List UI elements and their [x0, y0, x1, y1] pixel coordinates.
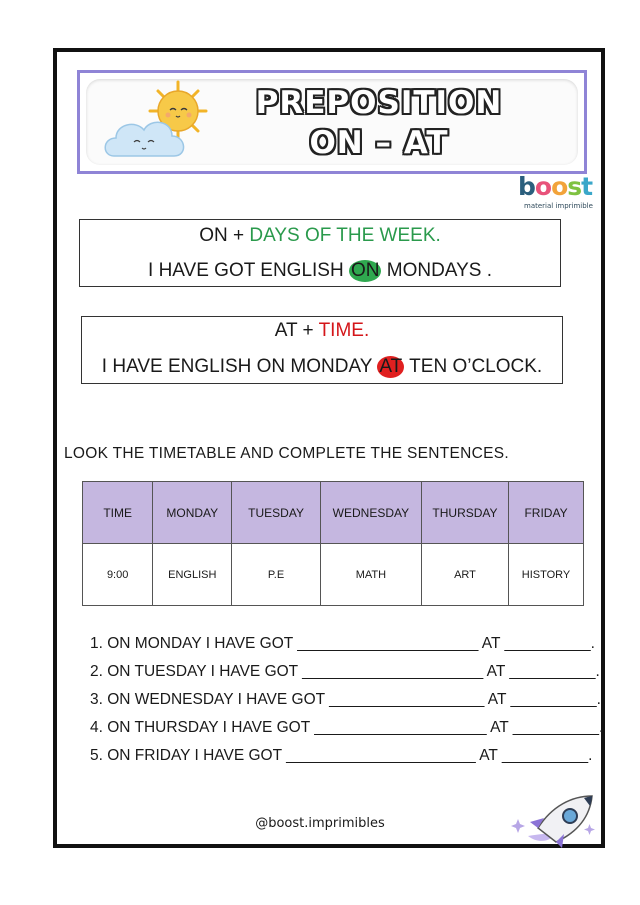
rule-box-at [81, 316, 563, 384]
timetable-header-cell: TIME [83, 482, 153, 544]
brand-logo [518, 172, 593, 212]
rule-on-highlight: ON [350, 260, 380, 281]
rule-on-heading [80, 225, 560, 247]
rule-at-heading [82, 320, 562, 342]
timetable-cell: MATH [320, 544, 421, 606]
footer-handle: @boost.imprimibles [255, 816, 385, 831]
sentence-item: 1. ON MONDAY I HAVE GOT _____________________ AT __________. [90, 635, 595, 652]
rule-at-highlight: AT [379, 356, 403, 377]
rule-on-example-before: I HAVE GOT ENGLISH [148, 260, 349, 281]
page-title-line-2: ON – AT [309, 125, 449, 161]
rule-at-example [82, 356, 562, 378]
brand-wordmark: boost [518, 172, 593, 201]
timetable-header-cell: TUESDAY [232, 482, 321, 544]
rocket-icon [508, 788, 600, 848]
sentence-item: 3. ON WEDNESDAY I HAVE GOT __________________ AT __________. [90, 691, 601, 708]
rule-on-example-after: MONDAYS . [381, 260, 492, 281]
rule-on-keyword: ON + [199, 225, 245, 246]
timetable-header-cell: MONDAY [153, 482, 232, 544]
sentence-list [90, 632, 604, 772]
timetable-header-cell: THURSDAY [421, 482, 508, 544]
rule-at-example-after: TEN O’CLOCK. [404, 356, 543, 377]
timetable-cell: HISTORY [509, 544, 584, 606]
sentence-item: 2. ON TUESDAY I HAVE GOT _____________________ AT __________. [90, 663, 600, 680]
rule-on-example [80, 260, 560, 282]
rule-on-category: DAYS OF THE WEEK. [249, 225, 441, 246]
weather-illustration [100, 78, 225, 168]
sentence-item: 4. ON THURSDAY I HAVE GOT ____________________ AT __________. [90, 719, 604, 736]
exercise-instruction: LOOK THE TIMETABLE AND COMPLETE THE SENTENCES. [64, 445, 510, 462]
timetable-header-cell: FRIDAY [509, 482, 584, 544]
timetable-header-cell: WEDNESDAY [320, 482, 421, 544]
timetable-cell: 9:00 [83, 544, 153, 606]
sentence-item: 5. ON FRIDAY I HAVE GOT ______________________ AT __________. [90, 747, 593, 764]
timetable-header-row [83, 482, 584, 544]
rule-at-example-before: I HAVE ENGLISH ON MONDAY [101, 356, 378, 377]
timetable [82, 481, 584, 606]
rule-at-category: TIME. [318, 320, 370, 341]
rule-box-on [79, 219, 561, 287]
page-title-line-1: PREPOSITION [255, 85, 503, 121]
timetable-cell: P.E [232, 544, 321, 606]
timetable-row [83, 544, 584, 606]
brand-tagline: material imprimible [524, 202, 593, 210]
timetable-cell: ART [421, 544, 508, 606]
rule-at-keyword: AT + [274, 320, 314, 341]
timetable-cell: ENGLISH [153, 544, 232, 606]
